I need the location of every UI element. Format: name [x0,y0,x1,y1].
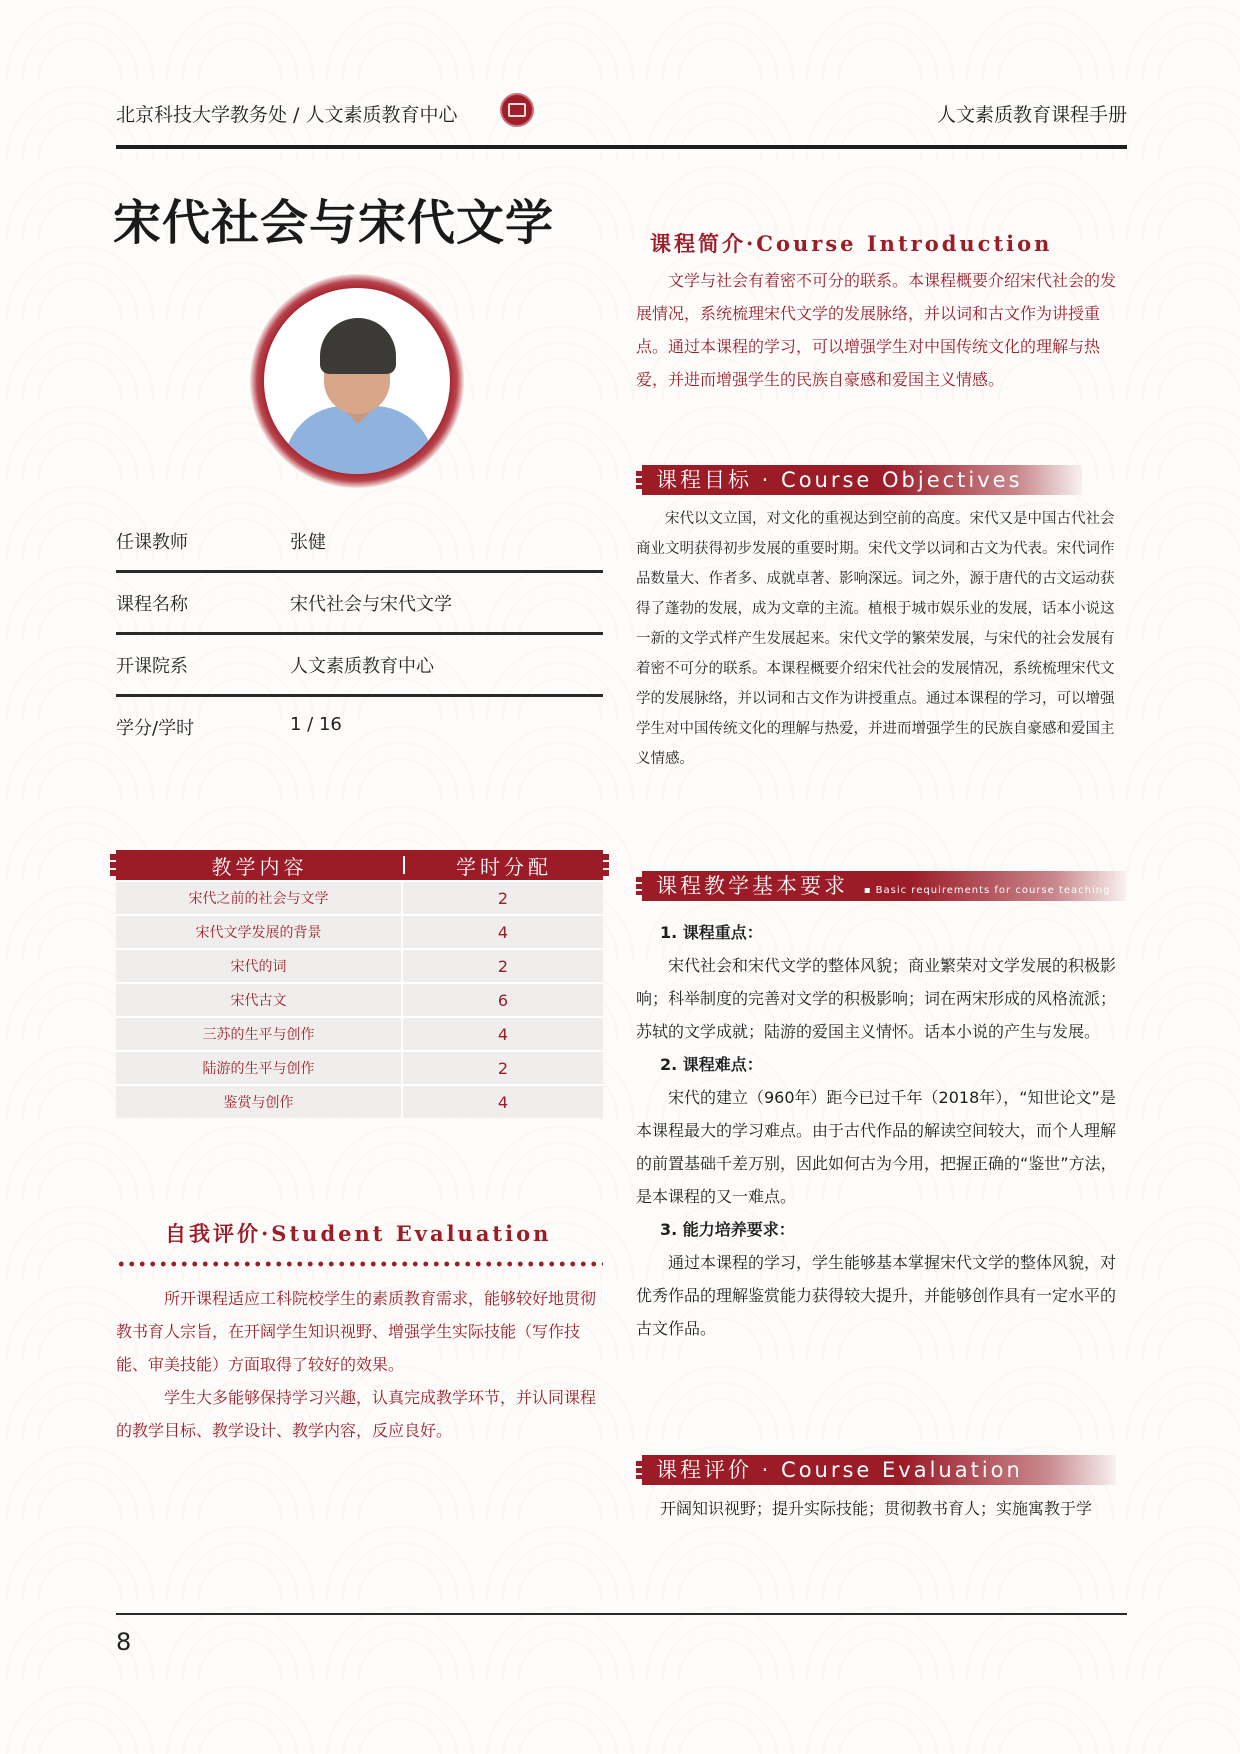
university-seal-icon [500,93,534,127]
table-header [116,850,603,880]
footer-divider [116,1613,1127,1615]
topic-cell: 宋代古文 [116,984,403,1016]
info-value: 1 / 16 [290,714,342,735]
student-evaluation-paragraph: 所开课程适应工科院校学生的素质教育需求，能够较好地贯彻教书育人宗旨，在开阔学生知识视野、增强学生实际技能（写作技能、审美技能）方面取得了较好的效果。 [116,1289,597,1374]
table-row [116,1050,603,1084]
requirements-banner [642,871,1126,901]
schedule-table [116,850,603,1118]
table-row [116,1016,603,1050]
hours-cell: 4 [497,922,509,942]
header-divider [116,145,1127,149]
table-row [116,982,603,1016]
table-row [116,1084,603,1118]
page-number: 8 [116,1628,132,1656]
info-label: 课程名称 [116,594,188,615]
table-row [116,914,603,948]
info-label: 任课教师 [116,532,188,553]
hours-cell: 2 [497,1058,509,1078]
student-evaluation-paragraph: 学生大多能够保持学习兴趣，认真完成教学环节，并认同课程的教学目标、教学设计、教学内容，反应良好。 [116,1388,597,1440]
topic-cell: 宋代文学发展的背景 [116,916,403,948]
course-introduction-text: 文学与社会有着密不可分的联系。本课程概要介绍宋代社会的发展情况，系统梳理宋代文学的发展脉络，并以词和古文作为讲授重点。通过本课程的学习，可以增强学生对中国传统文化的理解与热爱，并进而增强学生的民族自豪感和爱国主义情感。 [636,271,1117,389]
info-label: 开课院系 [116,656,188,677]
requirements-body [636,916,1128,1345]
course-objectives-text: 宋代以文立国，对文化的重视达到空前的高度。宋代又是中国古代社会商业文明获得初步发展的重要时期。宋代文学以词和古文为代表。宋代词作品数量大、作者多、成就卓著、影响深远。词之外，源于唐代的古文运动获得了蓬勃的发展，成为文章的主流。植根于城市娱乐业的发展，话本小说这一新的文学式样产生发展起来。宋代文学的繁荣发展，与宋代的社会发展有着密不可分的联系。本课程概要介绍宋代社会的发展情况，系统梳理宋代文学的发展脉络，并以词和古文作为讲授重点。通过本课程的学习，可以增强学生对中国传统文化的理解与热爱，并进而增强学生的民族自豪感和爱国主义情感。 [636,511,1115,767]
requirement-text: 通过本课程的学习，学生能够基本掌握宋代文学的整体风貌，对优秀作品的理解鉴赏能力获得较大提升，并能够创作具有一定水平的古文作品。 [636,1253,1117,1338]
topic-cell: 三苏的生平与创作 [116,1018,403,1050]
info-row-department [116,634,603,697]
info-row-credits [116,696,603,756]
student-evaluation-body [116,1282,603,1447]
hours-cell: 4 [497,1024,509,1044]
requirements-heading-en-text: Basic requirements for course teaching [875,885,1111,896]
table-row [116,948,603,982]
course-evaluation-banner: 课程评价 · Course Evaluation [642,1455,1116,1485]
requirement-title: 2. 课程难点： [660,1055,763,1074]
topic-cell: 陆游的生平与创作 [116,1052,403,1084]
hours-cell: 4 [497,1092,509,1112]
column-header-hours: 学时分配 [456,854,552,879]
course-evaluation-text: 开阔知识视野；提升实际技能；贯彻教书育人；实施寓教于学 [660,1499,1093,1518]
hours-cell: 2 [497,888,509,908]
page-title: 宋代社会与宋代文学 [113,195,555,251]
teacher-portrait [264,288,450,474]
topic-cell: 鉴赏与创作 [116,1086,403,1118]
requirements-heading-en: ▪ Basic requirements for course teaching [863,885,1111,896]
info-row-teacher [116,510,603,573]
course-introduction-heading: 课程简介·Course Introduction [650,231,1053,256]
hours-cell: 6 [497,990,509,1010]
requirement-text: 宋代社会和宋代文学的整体风貌；商业繁荣对文学发展的积极影响；科举制度的完善对文学的积极影响；词在两宋形成的风格流派；苏轼的文学成就；陆游的爱国主义情怀。话本小说的产生与发展。 [636,956,1117,1041]
header-handbook-title: 人文素质教育课程手册 [936,104,1127,126]
dotted-divider [116,1261,603,1267]
requirement-title: 3. 能力培养要求： [660,1220,795,1239]
hours-cell: 2 [497,956,509,976]
requirements-heading: 课程教学基本要求 [656,874,848,898]
info-label: 学分/学时 [116,718,195,739]
info-value: 张健 [290,532,326,553]
info-value: 人文素质教育中心 [290,656,434,677]
course-introduction-body [636,264,1126,396]
column-header-topic: 教学内容 [211,854,308,879]
info-value: 宋代社会与宋代文学 [290,594,452,615]
requirement-title: 1. 课程重点： [660,923,763,942]
course-objectives-body [636,504,1126,774]
topic-cell: 宋代的词 [116,950,403,982]
student-evaluation-heading: 自我评价·Student Evaluation [165,1221,552,1246]
info-row-course-name [116,572,603,635]
header-organization: 北京科技大学教务处 / 人文素质教育中心 [116,104,458,126]
course-objectives-banner: 课程目标 · Course Objectives [642,465,1082,495]
table-row [116,880,603,914]
topic-cell: 宋代之前的社会与文学 [116,882,403,914]
requirement-text: 宋代的建立（960年）距今已过千年（2018年），“知世论文”是本课程最大的学习难点。由于古代作品的解读空间较大，而个人理解的前置基础千差万别，因此如何古为今用，把握正确的“鉴世”方法，是本课程的又一难点。 [636,1088,1117,1206]
